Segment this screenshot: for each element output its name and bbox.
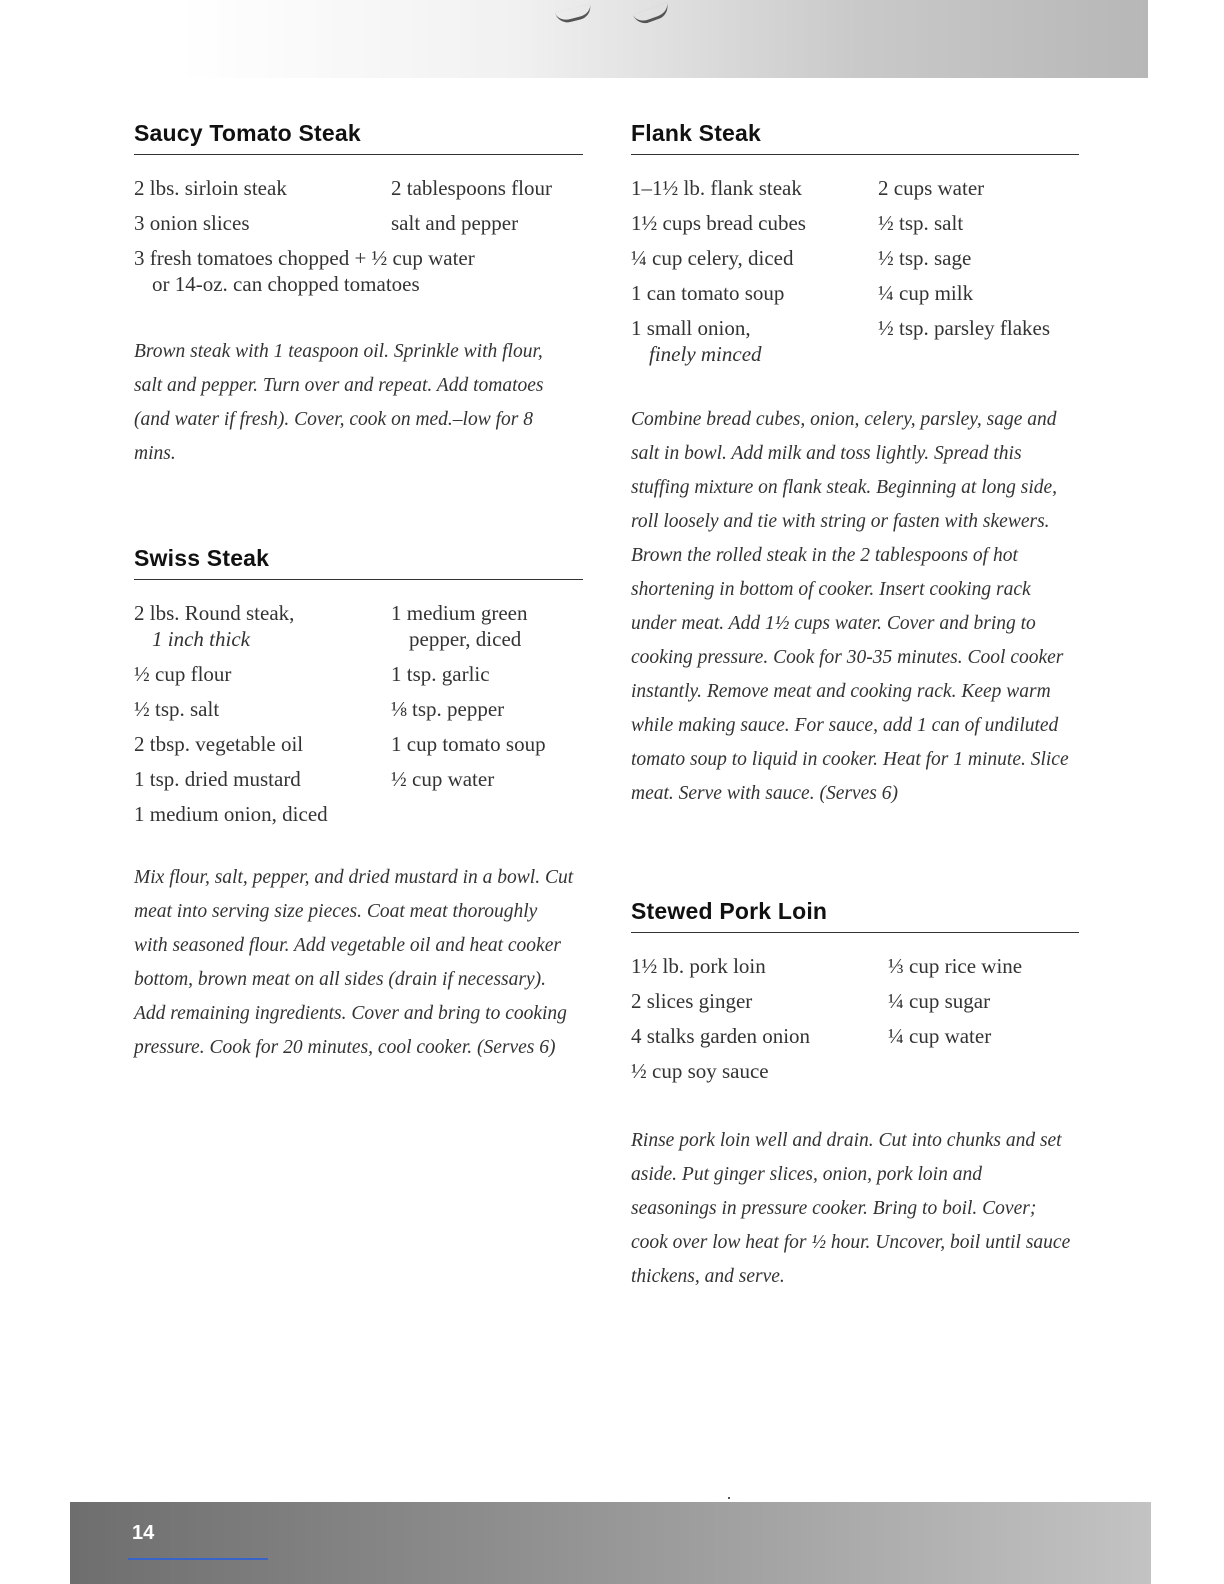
ingredient: ¼ cup celery, diced [631, 246, 794, 270]
ingredient: ¼ cup water [888, 1024, 992, 1048]
footer-band [70, 1502, 1151, 1584]
ingredient: 2 tablespoons flour [391, 176, 552, 200]
ingredient: salt and pepper [391, 211, 519, 235]
ingredient: 1–1½ lb. flank steak [631, 176, 802, 200]
ingredient-list [631, 175, 1079, 367]
method-text: Brown steak with 1 teaspoon oil. Sprinkle with flour, salt and pepper. Turn over and repeat. Add tomatoes (and water if fresh). Cover, cook on med.–low for 8 mins. [134, 341, 544, 464]
ingredient: ½ cup flour [134, 662, 232, 686]
ingredient: 4 stalks garden onion [631, 1024, 811, 1048]
ingredient: 2 cups water [878, 176, 985, 200]
ingredient-line: finely minced [649, 342, 762, 366]
ingredient [134, 600, 379, 652]
ingredient: ½ tsp. salt [878, 211, 964, 235]
ingredient-line: 1 small onion, [631, 316, 751, 340]
ingredient: ⅛ tsp. pepper [391, 697, 505, 721]
recipe-flank-steak [631, 120, 1079, 811]
ingredient: 1 can tomato soup [631, 281, 785, 305]
ingredient-line: 2 lbs. Round steak, [134, 601, 295, 625]
ingredient: 1 tsp. garlic [391, 662, 490, 686]
recipe-title: Flank Steak [631, 120, 1079, 155]
recipe-saucy-tomato-steak [134, 120, 583, 471]
method-text: Rinse pork loin well and drain. Cut into chunks and set aside. Put ginger slices, onion, pork loin and seasonings in pressure cooker. Bring to boil. Cover; cook over low heat for ½ hour. Uncover, boil until sauce thickens, and serve. [631, 1130, 1071, 1287]
ingredient: 3 onion slices [134, 211, 250, 235]
ingredient-list [134, 175, 583, 297]
ingredient: 2 slices ginger [631, 989, 753, 1013]
recipe-stewed-pork-loin [631, 898, 1079, 1294]
ingredient: ¼ cup sugar [888, 989, 991, 1013]
method-text: Mix flour, salt, pepper, and dried mustard in a bowl. Cut meat into serving size pieces. Coat meat thoroughly with seasoned flour. Add vegetable oil and heat cooker bottom, brown meat on all sides (drain if necessary). Add remaining ingredients. Cover and bring to cooking pressure. Cook for 20 minutes, cool cooker. (Serves 6) [134, 867, 574, 1058]
ingredient: 2 lbs. sirloin steak [134, 176, 287, 200]
ingredient-list [134, 600, 583, 827]
ingredient-line: pepper, diced [409, 627, 522, 651]
recipe-swiss-steak [134, 545, 583, 1065]
page-number: 14 [132, 1522, 155, 1544]
ingredient-line: or 14-oz. can chopped tomatoes [152, 272, 420, 296]
recipe-title: Swiss Steak [134, 545, 583, 580]
ingredient: 1 cup tomato soup [391, 732, 546, 756]
ingredient: 1 medium onion, diced [134, 802, 328, 826]
ingredient: ½ cup water [391, 767, 495, 791]
ingredient-line: 3 fresh tomatoes chopped + ½ cup water [134, 246, 475, 270]
recipe-title: Stewed Pork Loin [631, 898, 1079, 933]
ingredient: 1½ cups bread cubes [631, 211, 806, 235]
stray-mark [728, 1497, 730, 1499]
ingredient: ½ tsp. salt [134, 697, 220, 721]
ingredient-list [631, 953, 1079, 1084]
ingredient: 2 tbsp. vegetable oil [134, 732, 304, 756]
ingredient: 1 tsp. dried mustard [134, 767, 301, 791]
ingredient: ½ tsp. sage [878, 246, 972, 270]
ingredient [134, 245, 583, 297]
ingredient [391, 600, 583, 652]
header-band [178, 0, 1148, 78]
swoosh-mark [633, 2, 671, 27]
ingredient: ½ cup soy sauce [631, 1059, 769, 1083]
ingredient [631, 315, 866, 367]
link-underline[interactable] [128, 1558, 268, 1560]
ingredient: ¼ cup milk [878, 281, 974, 305]
ingredient: ⅓ cup rice wine [888, 954, 1023, 978]
ingredient-line: 1 medium green [391, 601, 528, 625]
method-text: Combine bread cubes, onion, celery, parsley, sage and salt in bowl. Add milk and toss lightly. Spread this stuffing mixture on flank steak. Beginning at long side, roll loosely and tie with string or fasten with skewers. Brown the rolled steak in the 2 tablespoons of hot shortening in bottom of cooker. Insert cooking rack under meat. Add 1½ cups water. Cover and bring to cooking pressure. Cook for 30-35 minutes. Cool cooker instantly. Remove meat and cooking rack. Keep warm while making sauce. For sauce, add 1 can of undiluted tomato soup to liquid in cooker. Heat for 1 minute. Slice meat. Serve with sauce. (Serves 6) [631, 409, 1069, 804]
ingredient: ½ tsp. parsley flakes [878, 316, 1051, 340]
ingredient: 1½ lb. pork loin [631, 954, 766, 978]
ingredient-line: 1 inch thick [152, 627, 250, 651]
recipe-title: Saucy Tomato Steak [134, 120, 583, 155]
swoosh-mark [555, 4, 593, 25]
